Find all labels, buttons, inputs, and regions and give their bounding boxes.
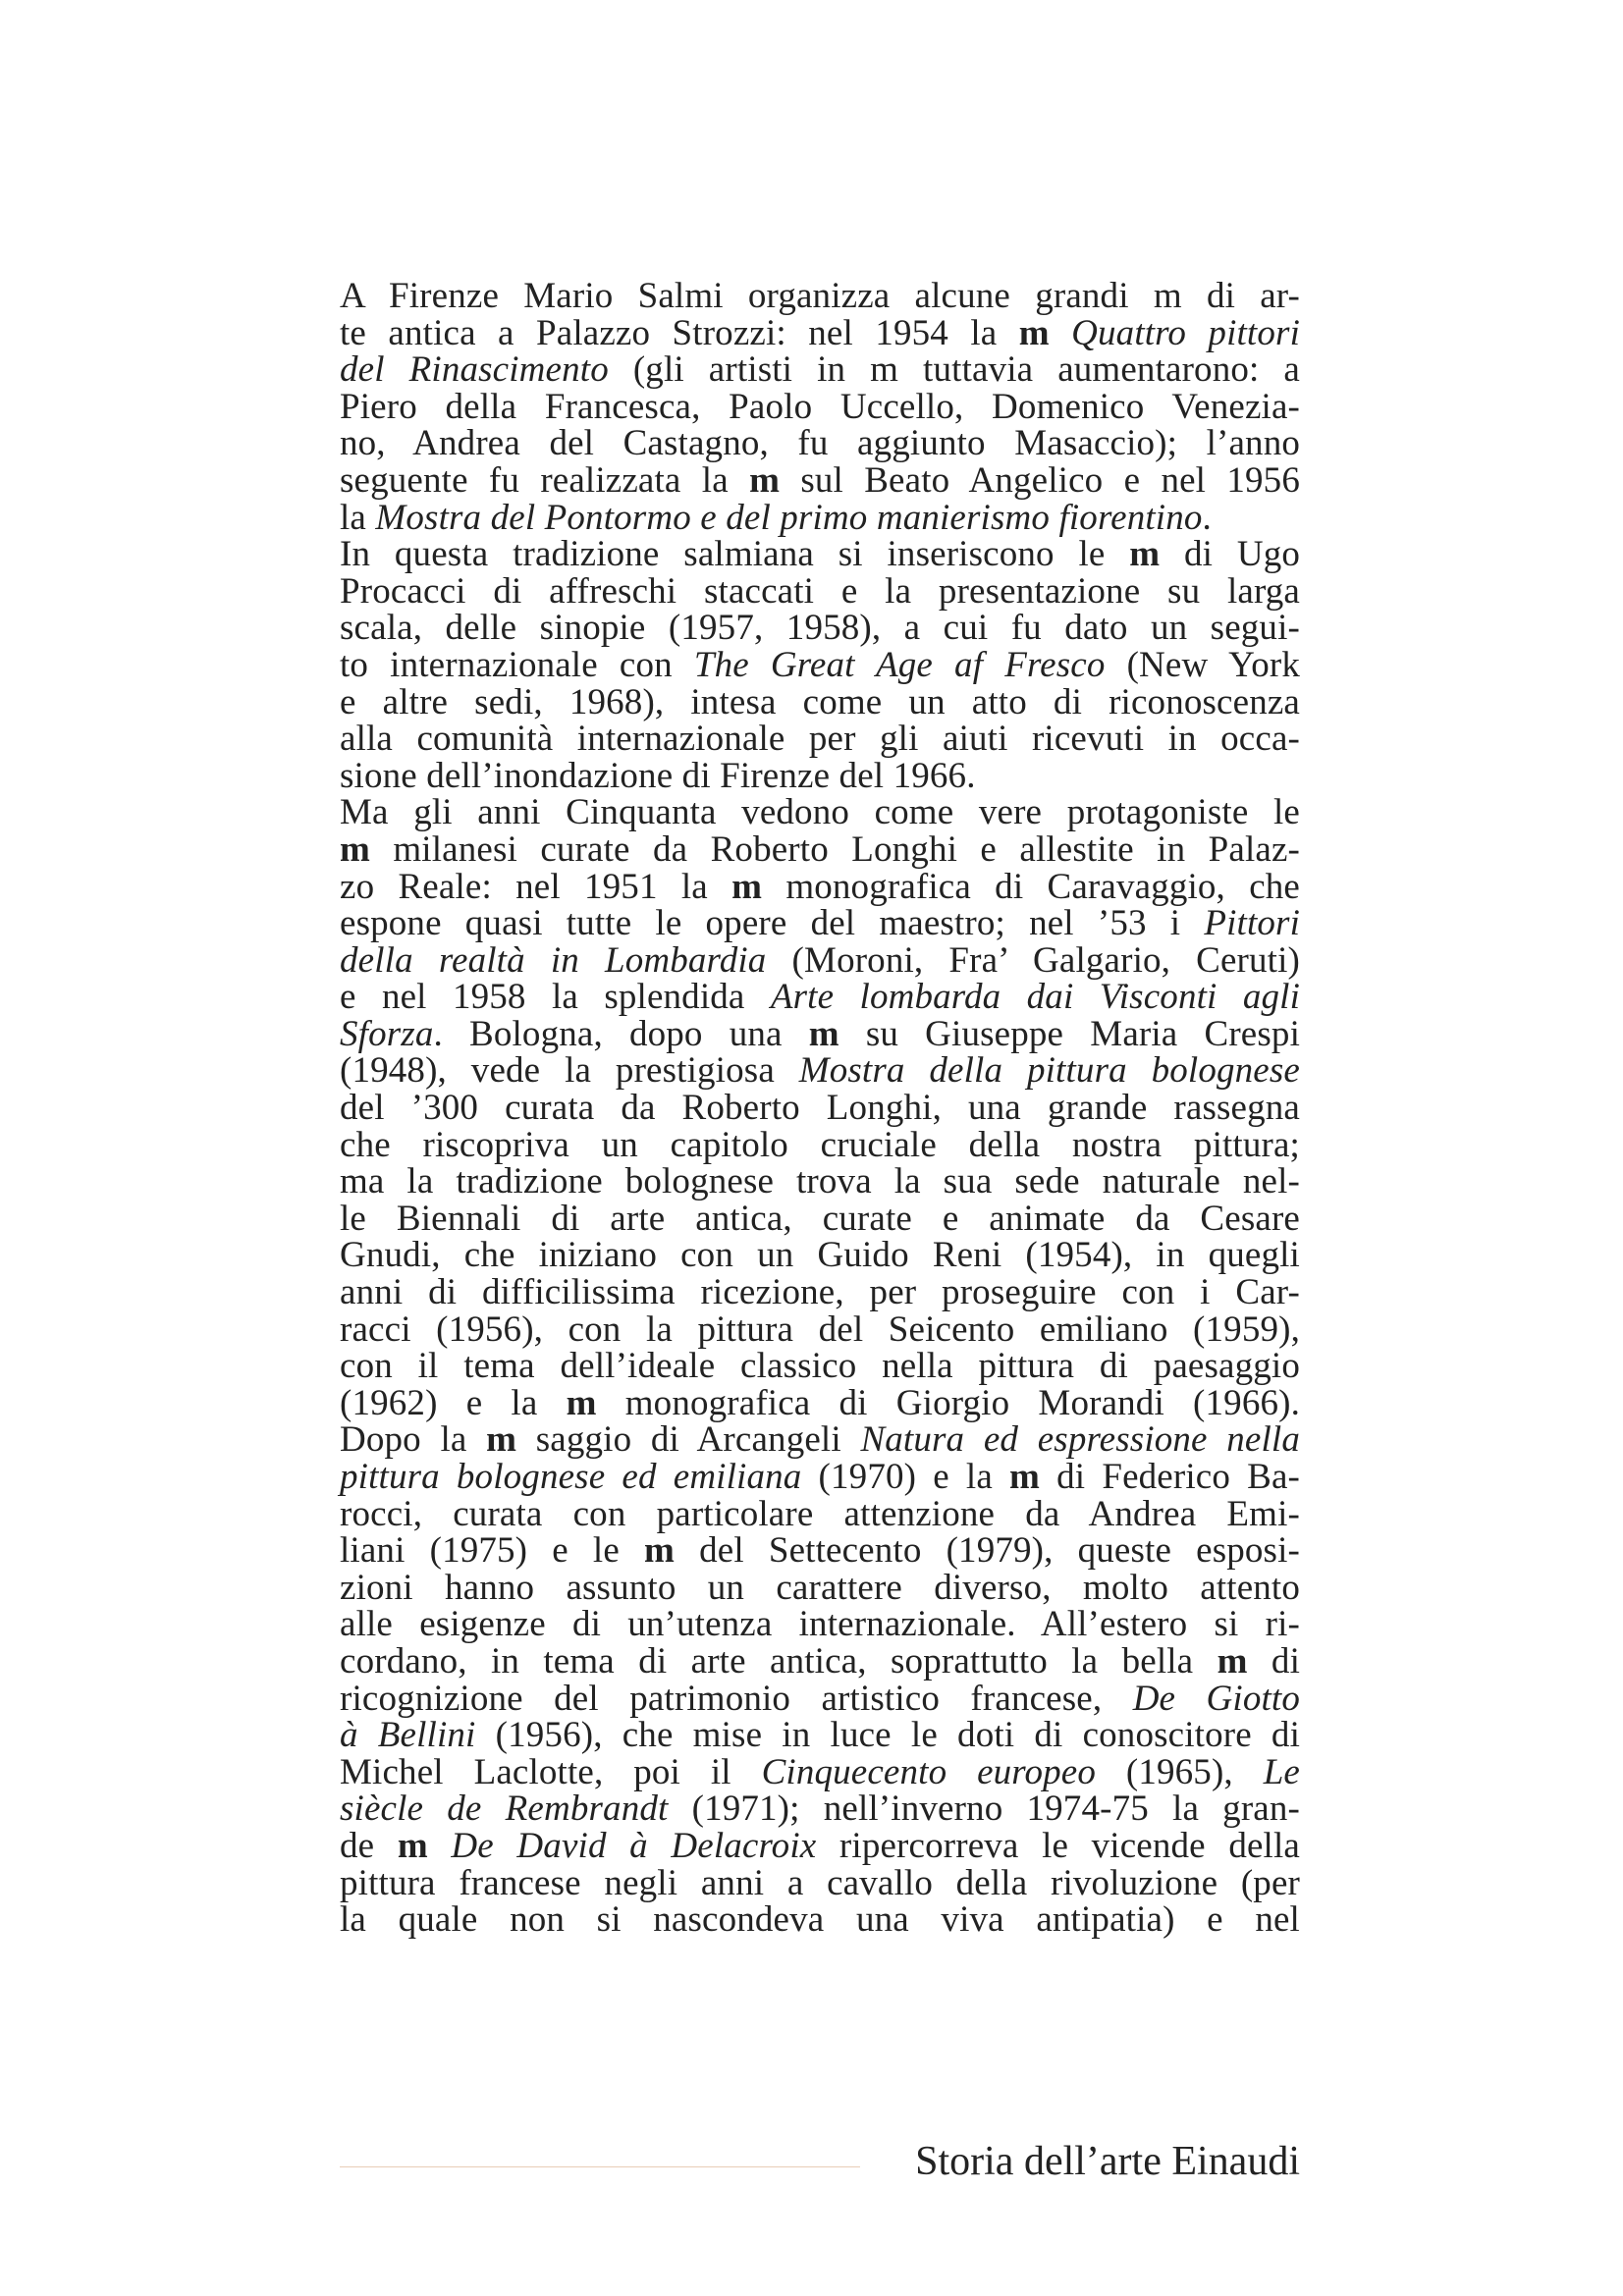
text-segment: de xyxy=(340,1825,398,1866)
text-segment xyxy=(1050,313,1071,353)
text-segment: . Bologna, dopo una xyxy=(433,1013,809,1054)
text-segment: . xyxy=(1202,497,1212,538)
text-segment: di xyxy=(1247,1640,1300,1682)
text-line xyxy=(340,1308,1300,1350)
text-line xyxy=(340,610,1300,647)
italic-title: Sforza xyxy=(340,1013,434,1054)
text-segment: zioni hanno assunto un carattere diverso, molto attento xyxy=(340,1567,1300,1608)
text-line xyxy=(340,1532,1300,1570)
text-line xyxy=(340,1459,1300,1496)
text-line xyxy=(340,1274,1300,1311)
text-segment: con il tema dell’ideale classico nella pittura di paesaggio xyxy=(340,1346,1300,1387)
text-line xyxy=(340,1862,1300,1903)
text-line xyxy=(340,1901,1300,1939)
text-line xyxy=(340,721,1300,758)
text-segment: la xyxy=(340,497,376,538)
italic-title: Mostra della pittura bolognese xyxy=(798,1050,1300,1092)
text-segment: zo Reale: nel 1951 la xyxy=(340,866,732,907)
text-line xyxy=(340,1052,1300,1090)
text-segment: pittura francese negli anni a cavallo della rivoluzione (per xyxy=(340,1862,1300,1903)
footer-title: Storia dell’arte Einaudi xyxy=(915,2139,1300,2184)
text-line xyxy=(340,570,1300,612)
text-line xyxy=(340,755,1300,796)
text-line xyxy=(340,1237,1300,1274)
text-line xyxy=(340,1198,1300,1239)
text-line xyxy=(340,644,1301,685)
text-segment: te antica a Palazzo Strozzi: nel 1954 la xyxy=(340,312,1019,353)
italic-title: à Bellini xyxy=(340,1715,476,1756)
italic-title: pittura bolognese ed emiliana xyxy=(340,1457,802,1497)
text-segment: Procacci di affreschi staccati e la presentazione su larga xyxy=(340,570,1300,612)
text-segment: saggio di Arcangeli xyxy=(516,1419,861,1461)
abbrev-m: m xyxy=(1129,534,1161,575)
italic-title: The Great Age af Fresco xyxy=(693,644,1106,685)
abbrev-m: m xyxy=(1009,1457,1041,1497)
text-line xyxy=(340,828,1300,870)
text-line xyxy=(340,1090,1300,1127)
text-segment: su Giuseppe Maria Crespi xyxy=(839,1013,1300,1054)
text-segment: seguente fu realizzata la xyxy=(340,459,750,501)
text-segment: Dopo la xyxy=(340,1419,487,1461)
text-segment: che riscopriva un capitolo cruciale della nostra pittura; xyxy=(340,1124,1300,1165)
abbrev-m: m xyxy=(340,828,370,870)
abbrev-m: m xyxy=(566,1382,597,1423)
text-segment: monografica di Giorgio Morandi (1966). xyxy=(596,1382,1300,1423)
text-segment: Ma gli anni Cinquanta vedono come vere protagoniste le xyxy=(340,792,1300,833)
abbrev-m: m xyxy=(1018,312,1050,353)
abbrev-m: m xyxy=(808,1013,839,1054)
body-text xyxy=(340,278,1300,1939)
text-segment: la quale non si nascondeva una viva antipatia) e nel xyxy=(340,1899,1300,1941)
text-segment: alle esigenze di un’utenza internazionale. All’estero si ri- xyxy=(340,1604,1300,1645)
italic-title: Mostra del Pontormo e del primo manierismo fiorentino xyxy=(375,497,1203,538)
text-line xyxy=(340,681,1300,722)
text-segment: alla comunità internazionale per gli aiuti ricevuti in occa- xyxy=(340,719,1300,760)
text-line xyxy=(340,1348,1300,1385)
text-line xyxy=(340,1421,1300,1459)
text-line xyxy=(340,794,1300,831)
text-segment: scala, delle sinopie (1957, 1958), a cui fu dato un segui- xyxy=(340,608,1300,649)
text-line xyxy=(340,1640,1300,1682)
text-segment: del ’300 curata da Roberto Longhi, una grande rassegna xyxy=(340,1088,1300,1129)
text-segment: (gli artisti in m tuttavia aumentarono: a xyxy=(608,349,1300,391)
text-segment: In questa tradizione salmiana si inseriscono le xyxy=(340,534,1130,575)
text-line xyxy=(340,278,1300,315)
italic-title: Arte lombarda dai Visconti agli xyxy=(770,977,1300,1018)
italic-title: Pittori xyxy=(1204,903,1300,944)
italic-title: Quattro pittori xyxy=(1071,312,1300,353)
text-segment: espone quasi tutte le opere del maestro; nel ’53 i xyxy=(340,903,1205,944)
text-line xyxy=(340,1717,1300,1754)
text-line xyxy=(340,351,1300,389)
text-line xyxy=(340,1825,1300,1866)
text-line xyxy=(340,459,1300,501)
footer-rule xyxy=(340,2166,860,2167)
text-segment: sul Beato Angelico e nel 1956 xyxy=(780,459,1300,501)
abbrev-m: m xyxy=(397,1825,428,1866)
text-line xyxy=(340,312,1300,353)
text-line xyxy=(340,939,1300,981)
text-segment: le Biennali di arte antica, curate e animate da Cesare xyxy=(340,1198,1300,1239)
text-segment: del Settecento (1979), queste esposi- xyxy=(675,1530,1301,1572)
text-line xyxy=(340,386,1300,427)
abbrev-m: m xyxy=(1217,1640,1248,1682)
text-segment: rocci, curata con particolare attenzione da Andrea Emi- xyxy=(340,1493,1300,1534)
text-segment: to internazionale con xyxy=(340,644,694,685)
text-segment: sione dell’inondazione di Firenze del 1966. xyxy=(340,755,976,796)
text-segment: Piero della Francesca, Paolo Uccello, Domenico Venezia- xyxy=(340,386,1300,427)
italic-title: del Rinascimento xyxy=(340,349,609,391)
text-segment: ricognizione del patrimonio artistico francese, xyxy=(340,1678,1133,1719)
text-segment: e nel 1958 la splendida xyxy=(340,977,771,1018)
text-line xyxy=(340,1606,1300,1643)
text-segment: cordano, in tema di arte antica, soprattutto la bella xyxy=(340,1640,1217,1682)
text-segment: liani (1975) e le xyxy=(340,1530,645,1572)
text-segment xyxy=(428,1826,452,1866)
text-segment: Michel Laclotte, poi il xyxy=(340,1751,762,1792)
text-segment: milanesi curate da Roberto Longhi e allestite in Palaz- xyxy=(369,828,1300,870)
italic-title: Natura ed espressione nella xyxy=(860,1419,1300,1461)
text-segment: ripercorreva le vicende della xyxy=(816,1825,1300,1866)
text-segment: ma la tradizione bolognese trova la sua sede naturale nel- xyxy=(340,1161,1300,1202)
abbrev-m: m xyxy=(486,1419,517,1461)
text-segment: di Ugo xyxy=(1160,534,1300,575)
text-segment: e altre sedi, 1968), intesa come un atto di riconoscenza xyxy=(340,681,1300,722)
text-line xyxy=(340,866,1300,907)
text-line xyxy=(340,1382,1300,1423)
text-segment: (Moroni, Fra’ Galgario, Ceruti) xyxy=(766,939,1300,981)
italic-title: De David à Delacroix xyxy=(451,1825,817,1866)
text-segment: (1970) e la xyxy=(801,1457,1010,1497)
text-line xyxy=(340,1124,1300,1165)
footer xyxy=(340,2137,1300,2186)
text-segment: monografica di Caravaggio, che xyxy=(762,866,1300,907)
text-segment: (New York xyxy=(1105,644,1301,685)
text-line xyxy=(340,1567,1300,1608)
text-line xyxy=(340,1493,1300,1534)
text-line xyxy=(340,905,1300,942)
text-line xyxy=(340,979,1300,1016)
italic-title: Le xyxy=(1263,1751,1300,1792)
text-segment: A Firenze Mario Salmi organizza alcune grandi m di ar- xyxy=(340,276,1300,316)
italic-title: della realtà in Lombardia xyxy=(340,939,767,981)
text-segment: Gnudi, che iniziano con un Guido Reni (1954), in quegli xyxy=(340,1235,1300,1276)
text-segment: (1965), xyxy=(1096,1751,1264,1792)
text-segment: (1956), che mise in luce le doti di conoscitore di xyxy=(475,1715,1300,1756)
italic-title: siècle de Rembrandt xyxy=(340,1789,669,1830)
italic-title: De Giotto xyxy=(1132,1678,1301,1719)
text-segment: di Federico Ba- xyxy=(1040,1457,1300,1497)
abbrev-m: m xyxy=(731,866,763,907)
text-line xyxy=(340,1790,1300,1828)
text-segment: (1948), vede la prestigiosa xyxy=(340,1050,799,1092)
text-line xyxy=(340,1013,1300,1054)
text-line xyxy=(340,536,1300,573)
text-line xyxy=(340,1163,1300,1201)
abbrev-m: m xyxy=(749,459,781,501)
text-segment: (1971); nell’inverno 1974-75 la gran- xyxy=(668,1789,1300,1830)
text-segment: (1962) e la xyxy=(340,1382,567,1423)
text-segment: racci (1956), con la pittura del Seicento emiliano (1959), xyxy=(340,1308,1300,1350)
text-line xyxy=(340,425,1300,462)
text-segment: no, Andrea del Castagno, fu aggiunto Masaccio); l’anno xyxy=(340,423,1300,464)
text-line xyxy=(340,497,1300,538)
text-line xyxy=(340,1751,1300,1792)
text-line xyxy=(340,1678,1301,1719)
abbrev-m: m xyxy=(644,1530,676,1572)
italic-title: Cinquecento europeo xyxy=(761,1751,1097,1792)
text-segment: anni di difficilissima ricezione, per proseguire con i Car- xyxy=(340,1272,1300,1313)
